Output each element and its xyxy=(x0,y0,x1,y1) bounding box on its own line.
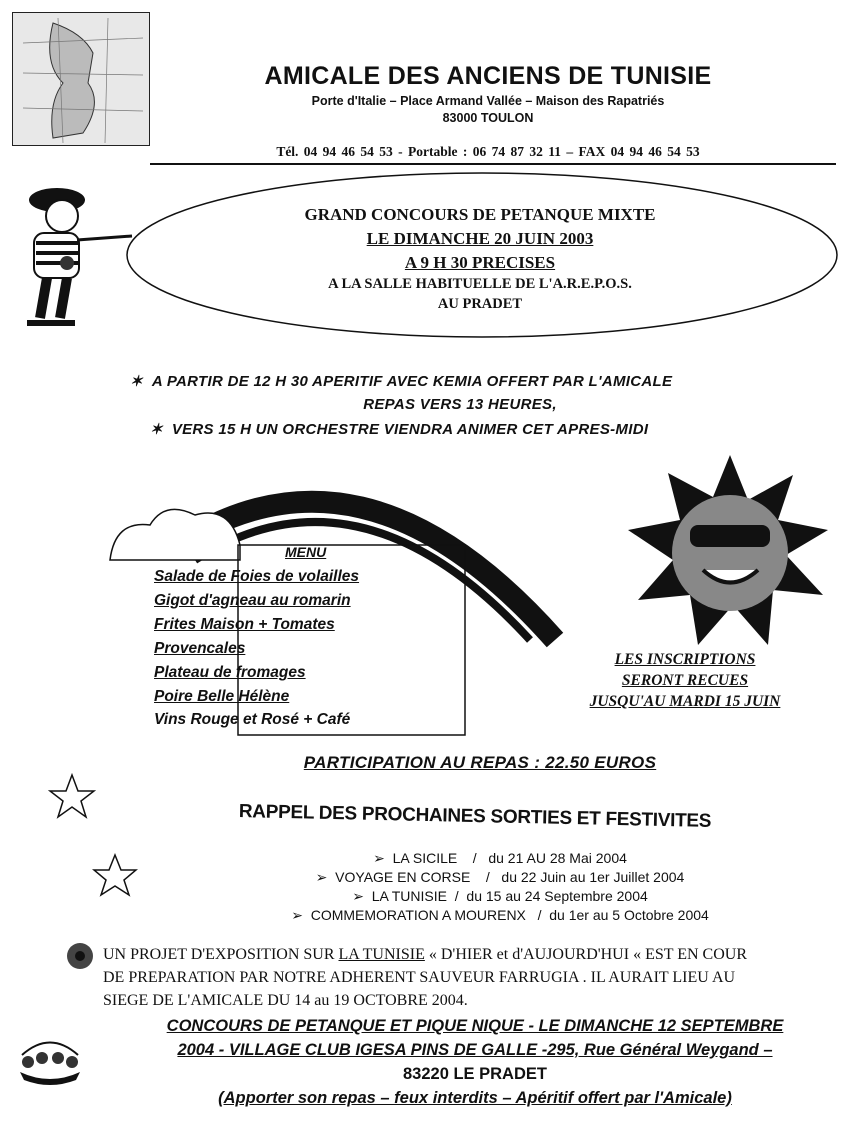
address-line: Porte d'Italie – Place Armand Vallée – Maison des Rapatriés xyxy=(311,94,665,108)
event-time: A 9 H 30 PRECISES xyxy=(404,253,556,272)
menu-item: Salade de Foies de volailles xyxy=(154,568,360,585)
org-title: AMICALE DES ANCIENS DE TUNISIE xyxy=(264,62,712,90)
sun-illustration xyxy=(628,455,833,650)
program-aperitif: A PARTIR DE 12 H 30 APERITIF AVEC KEMIA OFFERT PAR L'AMICALE xyxy=(151,373,673,390)
exposition-line: SIEGE DE L'AMICALE DU 14 au 19 OCTOBRE 2004. xyxy=(103,992,468,1009)
inscriptions-line: LES INSCRIPTIONS xyxy=(614,651,756,668)
concours-town: 83220 LE PRADET xyxy=(403,1065,547,1083)
divider xyxy=(150,163,836,165)
sortie-item: ➢ COMMEMORATION A MOURENX / du 1er au 5 Octobre 2004 xyxy=(291,907,709,923)
event-venue: A LA SALLE HABITUELLE DE L'A.R.E.P.O.S. xyxy=(328,276,632,292)
menu-item: Poire Belle Hélène xyxy=(154,688,290,705)
tunisia-map-logo xyxy=(12,12,150,146)
rappel-heading: RAPPEL DES PROCHAINES SORTIES ET FESTIVITES xyxy=(238,801,712,832)
concours-line: CONCOURS DE PETANQUE ET PIQUE NIQUE - LE DIMANCHE 12 SEPTEMBRE xyxy=(166,1017,784,1035)
star-icon xyxy=(92,853,138,897)
sortie-item: ➢ VOYAGE EN CORSE / du 22 Juin au 1er Juillet 2004 xyxy=(315,869,685,885)
menu-title: MENU xyxy=(285,544,327,560)
participation-price: PARTICIPATION AU REPAS : 22.50 EUROS xyxy=(303,753,657,772)
city-line: 83000 TOULON xyxy=(442,111,534,125)
concours-note: (Apporter son repas – feux interdits – Apéritif offert par l'Amicale) xyxy=(218,1089,732,1107)
asterisk-icon: ✶ xyxy=(150,421,163,438)
inscriptions-deadline: JUSQU'AU MARDI 15 JUIN xyxy=(589,693,781,710)
flower-icon xyxy=(64,940,96,972)
concours-line: 2004 - VILLAGE CLUB IGESA PINS DE GALLE -295, Rue Général Weygand – xyxy=(177,1041,773,1059)
menu-item: Vins Rouge et Rosé + Café xyxy=(154,711,351,728)
asterisk-icon: ✶ xyxy=(130,373,143,390)
exposition-line: DE PREPARATION PAR NOTRE ADHERENT SAUVEUR FARRUGIA . IL AURAIT LIEU AU xyxy=(103,969,736,986)
star-icon xyxy=(48,773,96,819)
program-orchestra: VERS 15 H UN ORCHESTRE VIENDRA ANIMER CET APRES-MIDI xyxy=(171,421,649,438)
menu-item: Plateau de fromages xyxy=(154,664,306,681)
exposition-line: UN PROJET D'EXPOSITION SUR LA TUNISIE « D'HIER et d'AUJOURD'HUI « EST EN COUR xyxy=(103,946,747,963)
event-date: LE DIMANCHE 20 JUIN 2003 xyxy=(366,229,594,248)
menu-item: Gigot d'agneau au romarin xyxy=(154,592,351,609)
program-meal: REPAS VERS 13 HEURES, xyxy=(363,396,557,413)
map-icon xyxy=(13,13,149,145)
contact-line: Tél. 04 94 46 54 53 - Portable : 06 74 87 32 11 – FAX 04 94 46 54 53 xyxy=(276,144,700,159)
sortie-item: ➢ LA TUNISIE / du 15 au 24 Septembre 2004 xyxy=(352,888,648,904)
menu-item: Provencales xyxy=(154,640,246,657)
emblem-icon xyxy=(14,1030,86,1088)
event-title: GRAND CONCOURS DE PETANQUE MIXTE xyxy=(304,205,656,224)
event-town: AU PRADET xyxy=(437,296,523,312)
inscriptions-line: SERONT RECUES xyxy=(621,672,749,689)
menu-item: Frites Maison + Tomates xyxy=(154,616,335,633)
sortie-item: ➢ LA SICILE / du 21 AU 28 Mai 2004 xyxy=(373,850,627,866)
